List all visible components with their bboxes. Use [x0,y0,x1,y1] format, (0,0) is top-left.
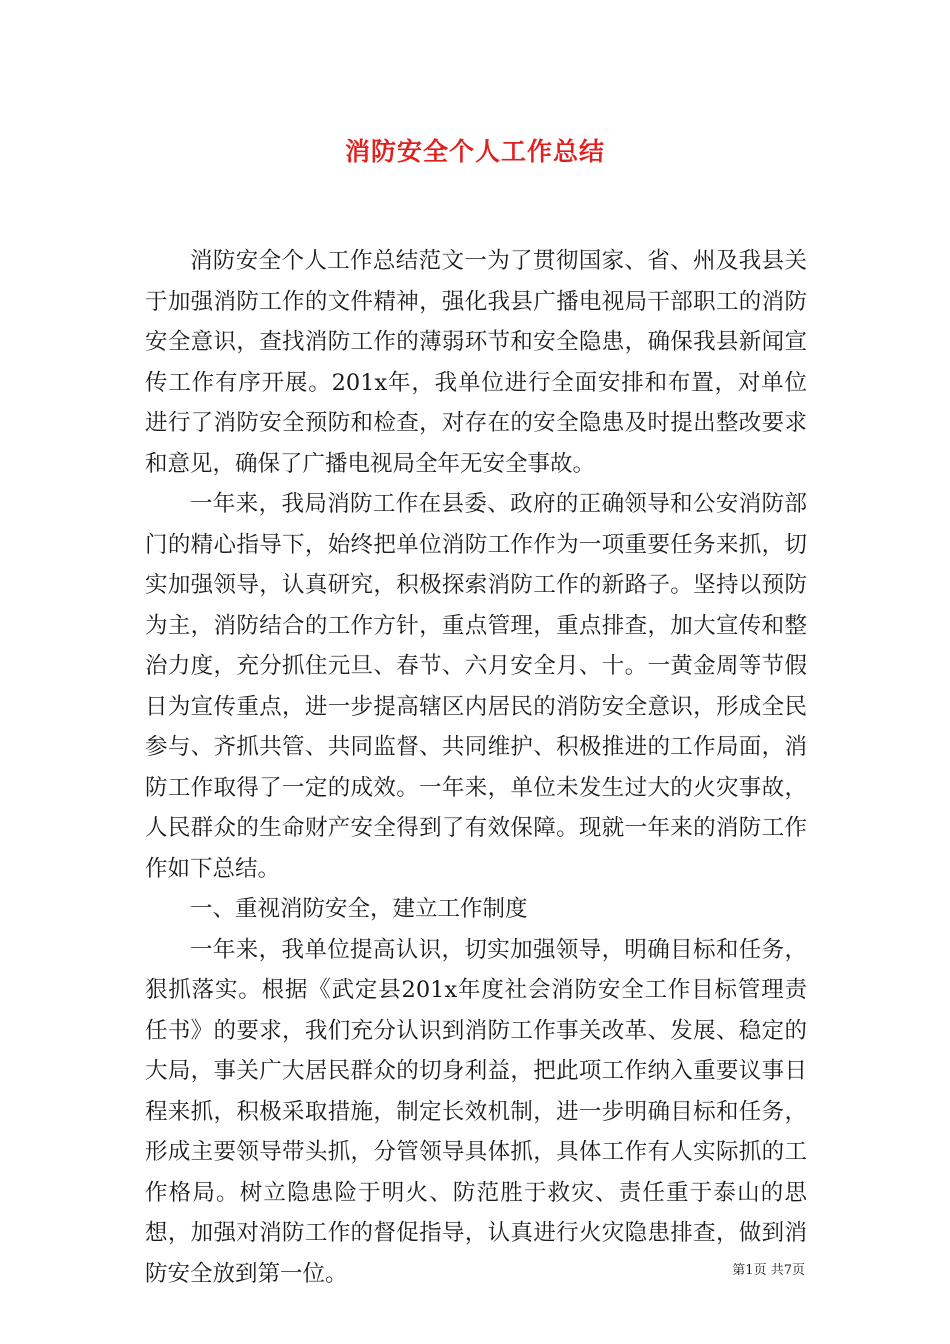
page-number-footer [732,1259,805,1278]
section-heading-1: 一、重视消防安全，建立工作制度 [190,896,528,922]
footer-total-pages: 7 [783,1263,792,1278]
footer-suffix: 页 [791,1263,805,1278]
paragraph-section-1: 一年来，我单位提高认识，切实加强领导，明确目标和任务，狠抓落实。根据《武定县201x年度社会消防安全工作目标管理责任书》的要求，我们充分认识到消防工作事关改革、发展、稳定的大局，事关广大居民群众的切身利益，把此项工作纳入重要议事日程来抓，积极采取措施，制定长效机制，进一步明确目标和任务，形成主要领导带头抓，分管领导具体抓，具体工作有人实际抓的工作格局。树立隐患险于明火、防范胜于救灾、责任重于泰山的思想，加强对消防工作的督促指导，认真进行火灾隐患排查，做到消防安全放到第一位。 [145,936,807,1287]
document-body [145,241,807,1294]
footer-middle: 页 共 [753,1263,784,1278]
paragraph-overview: 一年来，我局消防工作在县委、政府的正确领导和公安消防部门的精心指导下，始终把单位消防工作作为一项重要任务来抓，切实加强领导，认真研究，积极探索消防工作的新路子。坚持以预防为主，消防结合的工作方针，重点管理，重点排查，加大宣传和整治力度，充分抓住元旦、春节、六月安全月、十。一黄金周等节假日为宣传重点，进一步提高辖区内居民的消防安全意识，形成全民参与、齐抓共管、共同监督、共同维护、积极推进的工作局面，消防工作取得了一定的成效。一年来，单位未发生过大的火灾事故，人民群众的生命财产安全得到了有效保障。现就一年来的消防工作作如下总结。 [145,491,807,882]
footer-current-page: 1 [745,1263,754,1278]
paragraph-intro: 消防安全个人工作总结范文一为了贯彻国家、省、州及我县关于加强消防工作的文件精神，强化我县广播电视局干部职工的消防安全意识，查找消防工作的薄弱环节和安全隐患，确保我县新闻宣传工作有序开展。201x年，我单位进行全面安排和布置，对单位进行了消防安全预防和检查，对存在的安全隐患及时提出整改要求和意见，确保了广播电视局全年无安全事故。 [145,248,807,477]
document-title: 消防安全个人工作总结 [344,137,605,166]
footer-prefix: 第 [732,1263,746,1278]
